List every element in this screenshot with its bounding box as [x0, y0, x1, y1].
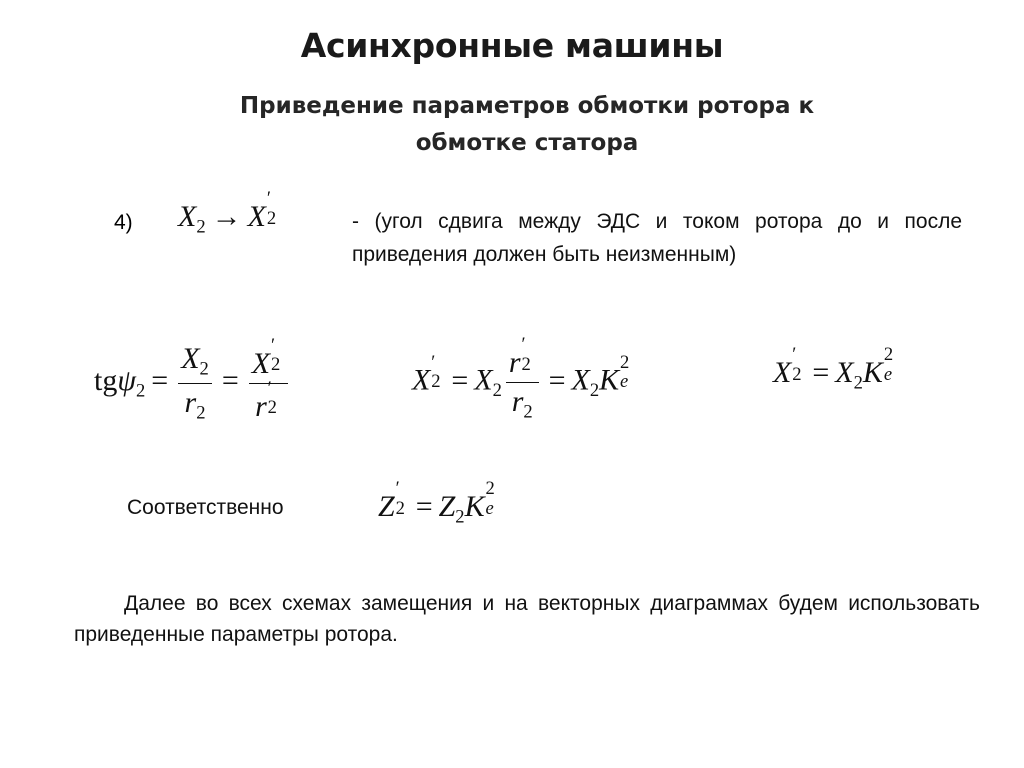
- item-number: 4): [114, 211, 133, 234]
- slide-subtitle: [0, 88, 1024, 162]
- formula-tangent-relation: tgψ$_2$ = $\frac{X_2}{r_2}$ = X ′ 2 r ′ 2: [94, 342, 292, 424]
- formula-impedance-result: Z ′ 2 = $Z_2K$ 2 e: [378, 478, 495, 528]
- correspondingly-label: Соответственно: [127, 496, 284, 519]
- slide-title: Асинхронные машины: [300, 26, 724, 65]
- subtitle-line-1: Приведение параметров обмотки ротора к: [239, 93, 815, 119]
- formula-reactance-expansion: X ′ 2 = $X_2$ r ′ 2 $r_2$ = $X_2K$ 2 e: [412, 334, 630, 423]
- subtitle-line-2: обмотке статора: [415, 130, 639, 156]
- formula-x2-to-x2-prime: $X_2 \to X$ ′ 2: [178, 188, 277, 238]
- formula-reactance-result: X ′ 2 = $X_2K$ 2 e: [773, 344, 894, 394]
- closing-paragraph: Далее во всех схемах замещения и на векторных диаграммах будем использовать приведенные параметры ротора.: [74, 592, 980, 646]
- phase-angle-note: - (угол сдвига между ЭДС и током ротора до и после приведения должен быть неизменным): [352, 210, 962, 266]
